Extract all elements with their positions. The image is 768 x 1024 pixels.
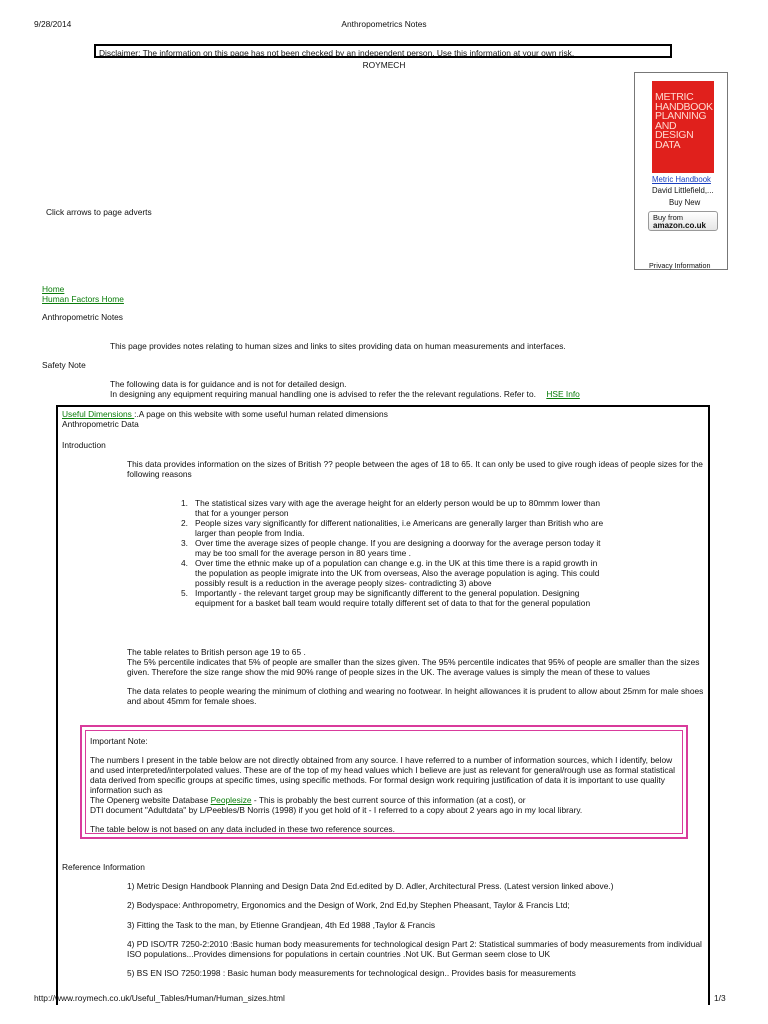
adverts-hint: Click arrows to page adverts	[46, 207, 152, 217]
print-date: 9/28/2014	[34, 19, 72, 29]
privacy-info-link[interactable]: Privacy Information	[649, 261, 711, 270]
buy-amazon-button[interactable]	[648, 211, 718, 231]
intro-text: This page provides notes relating to human sizes and links to sites providing data on human measurements and interfaces.	[110, 341, 566, 351]
useful-dimensions-link[interactable]: Useful Dimensions	[62, 409, 135, 419]
page-heading: Anthropometric Notes	[42, 312, 123, 322]
percentile-text: The 5% percentile indicates that 5% of people are smaller than the sizes given. The 95% percentile indicates that 95% of people are smaller than the sizes given. Therefore the size range show the mid 90% range of people sizes in the UK. The average values is simply the mean of these to values	[127, 657, 700, 677]
section-title: Anthropometric Data	[62, 419, 139, 429]
book-title-line: PLANNING	[655, 110, 707, 122]
reference-item: 1) Metric Design Handbook Planning and Design Data 2nd Ed.edited by D. Adler, Architectural Press. (Latest version linked above.)	[127, 881, 614, 891]
openerg-row	[90, 795, 526, 805]
buy-new-label: Buy New	[669, 198, 701, 207]
site-name: ROYMECH	[362, 60, 406, 70]
openerg-pre: The Openerg website Database	[90, 795, 211, 805]
important-note-body: The numbers I present in the table below are not directly obtained from any source. I have referred to a number of information sources, which I identify, below and used interpreted/interpolated values. These are of the top of my head values which I believe are just as relevant for general/rough use as formal statistical data derived from specific groups at specific times, using specific methods. For formal design work requiring justification of data it is important to use quality information such as	[90, 755, 676, 795]
home-link[interactable]: Home	[42, 284, 65, 294]
useful-dimensions-text: :.A page on this website with some useful human related dimensions	[134, 409, 388, 419]
reference-item: 2) Bodyspace: Anthropometry, Ergonomics and the Design of Work, 2nd Ed,by Stephen Pheasant, Taylor & Francis Ltd;	[127, 900, 570, 910]
reference-item: 5) BS EN ISO 7250:1998 : Basic human body measurements for technological design.. Provides basis for measurements	[127, 968, 576, 978]
human-factors-home-link[interactable]: Human Factors Home	[42, 294, 124, 304]
book-title-line: AND	[655, 119, 677, 132]
book-author: David Littlefield,...	[652, 186, 714, 195]
footer-page-number: 1/3	[714, 993, 726, 1003]
safety-line-1: The following data is for guidance and is not for detailed design.	[110, 379, 347, 389]
disclaimer-not: not	[266, 48, 279, 58]
reference-item: 4) PD ISO/TR 7250-2:2010 :Basic human body measurements for technological design Part 2: Statistical summaries of body measurements from individual ISO populations...Provides dimensions for populations in certain countries .Not UK. But German seem close to UK	[127, 939, 702, 959]
book-link[interactable]: Metric Handbook	[652, 175, 711, 184]
disclaimer-post: been checked by an independent person. Use this information at your own risk.	[278, 48, 575, 58]
table-relates-text: The table relates to British person age 19 to 65 .	[127, 647, 306, 657]
useful-dimensions-row	[62, 409, 388, 419]
reference-label: Reference Information	[62, 862, 145, 872]
book-cover[interactable]	[652, 81, 714, 173]
disclaimer-box	[94, 44, 672, 58]
not-based-text: The table below is not based on any data included in these two reference sources.	[90, 824, 395, 834]
book-title-line: HANDBOOK	[655, 100, 713, 113]
important-note-title: Important Note:	[90, 736, 148, 746]
dti-text: DTI document "Adultdata" by L/Peebles/B Norris (1998) if you get hold of it - I referred to a copy about 2 years ago in my local library.	[90, 805, 583, 815]
peoplesize-link[interactable]: Peoplesize	[210, 795, 252, 805]
reference-item: 3) Fitting the Task to the man, by Etienne Grandjean, 4th Ed 1988 ,Taylor & Francis	[127, 920, 436, 930]
intro-paragraph: This data provides information on the sizes of British ?? people between the ages of 18 to 65. It can only be used to give rough ideas of people sizes for the following reasons	[127, 459, 703, 479]
page-title: Anthropometrics Notes	[341, 19, 427, 29]
buy-from-label: Buy from	[653, 213, 684, 222]
introduction-label: Introduction	[62, 440, 106, 450]
book-advert	[634, 72, 728, 270]
book-title-line: METRIC	[655, 91, 694, 103]
hse-info-link[interactable]: HSE Info	[546, 389, 580, 399]
safety-line-2	[110, 389, 580, 399]
safety-line-2-text: In designing any equipment requiring manual handling one is advised to refer the the relevant regulations. Refer to.	[110, 389, 536, 399]
footer-url: http://www.roymech.co.uk/Useful_Tables/Human/Human_sizes.html	[34, 993, 285, 1003]
disclaimer-pre: Disclaimer: The information on this page has	[99, 48, 267, 58]
amazon-logo: amazon.co.uk	[653, 221, 706, 230]
clothing-text: The data relates to people wearing the minimum of clothing and wearing no footwear. In height allowances it is prudent to allow about 25mm for male shoes and about 45mm for female shoes.	[127, 686, 704, 706]
safety-note-label: Safety Note	[42, 360, 86, 370]
openerg-post: - This is probably the best current source of this information (at a cost), or	[251, 795, 526, 805]
book-title-line: DATA	[655, 138, 681, 151]
book-title-line: DESIGN	[655, 129, 694, 141]
